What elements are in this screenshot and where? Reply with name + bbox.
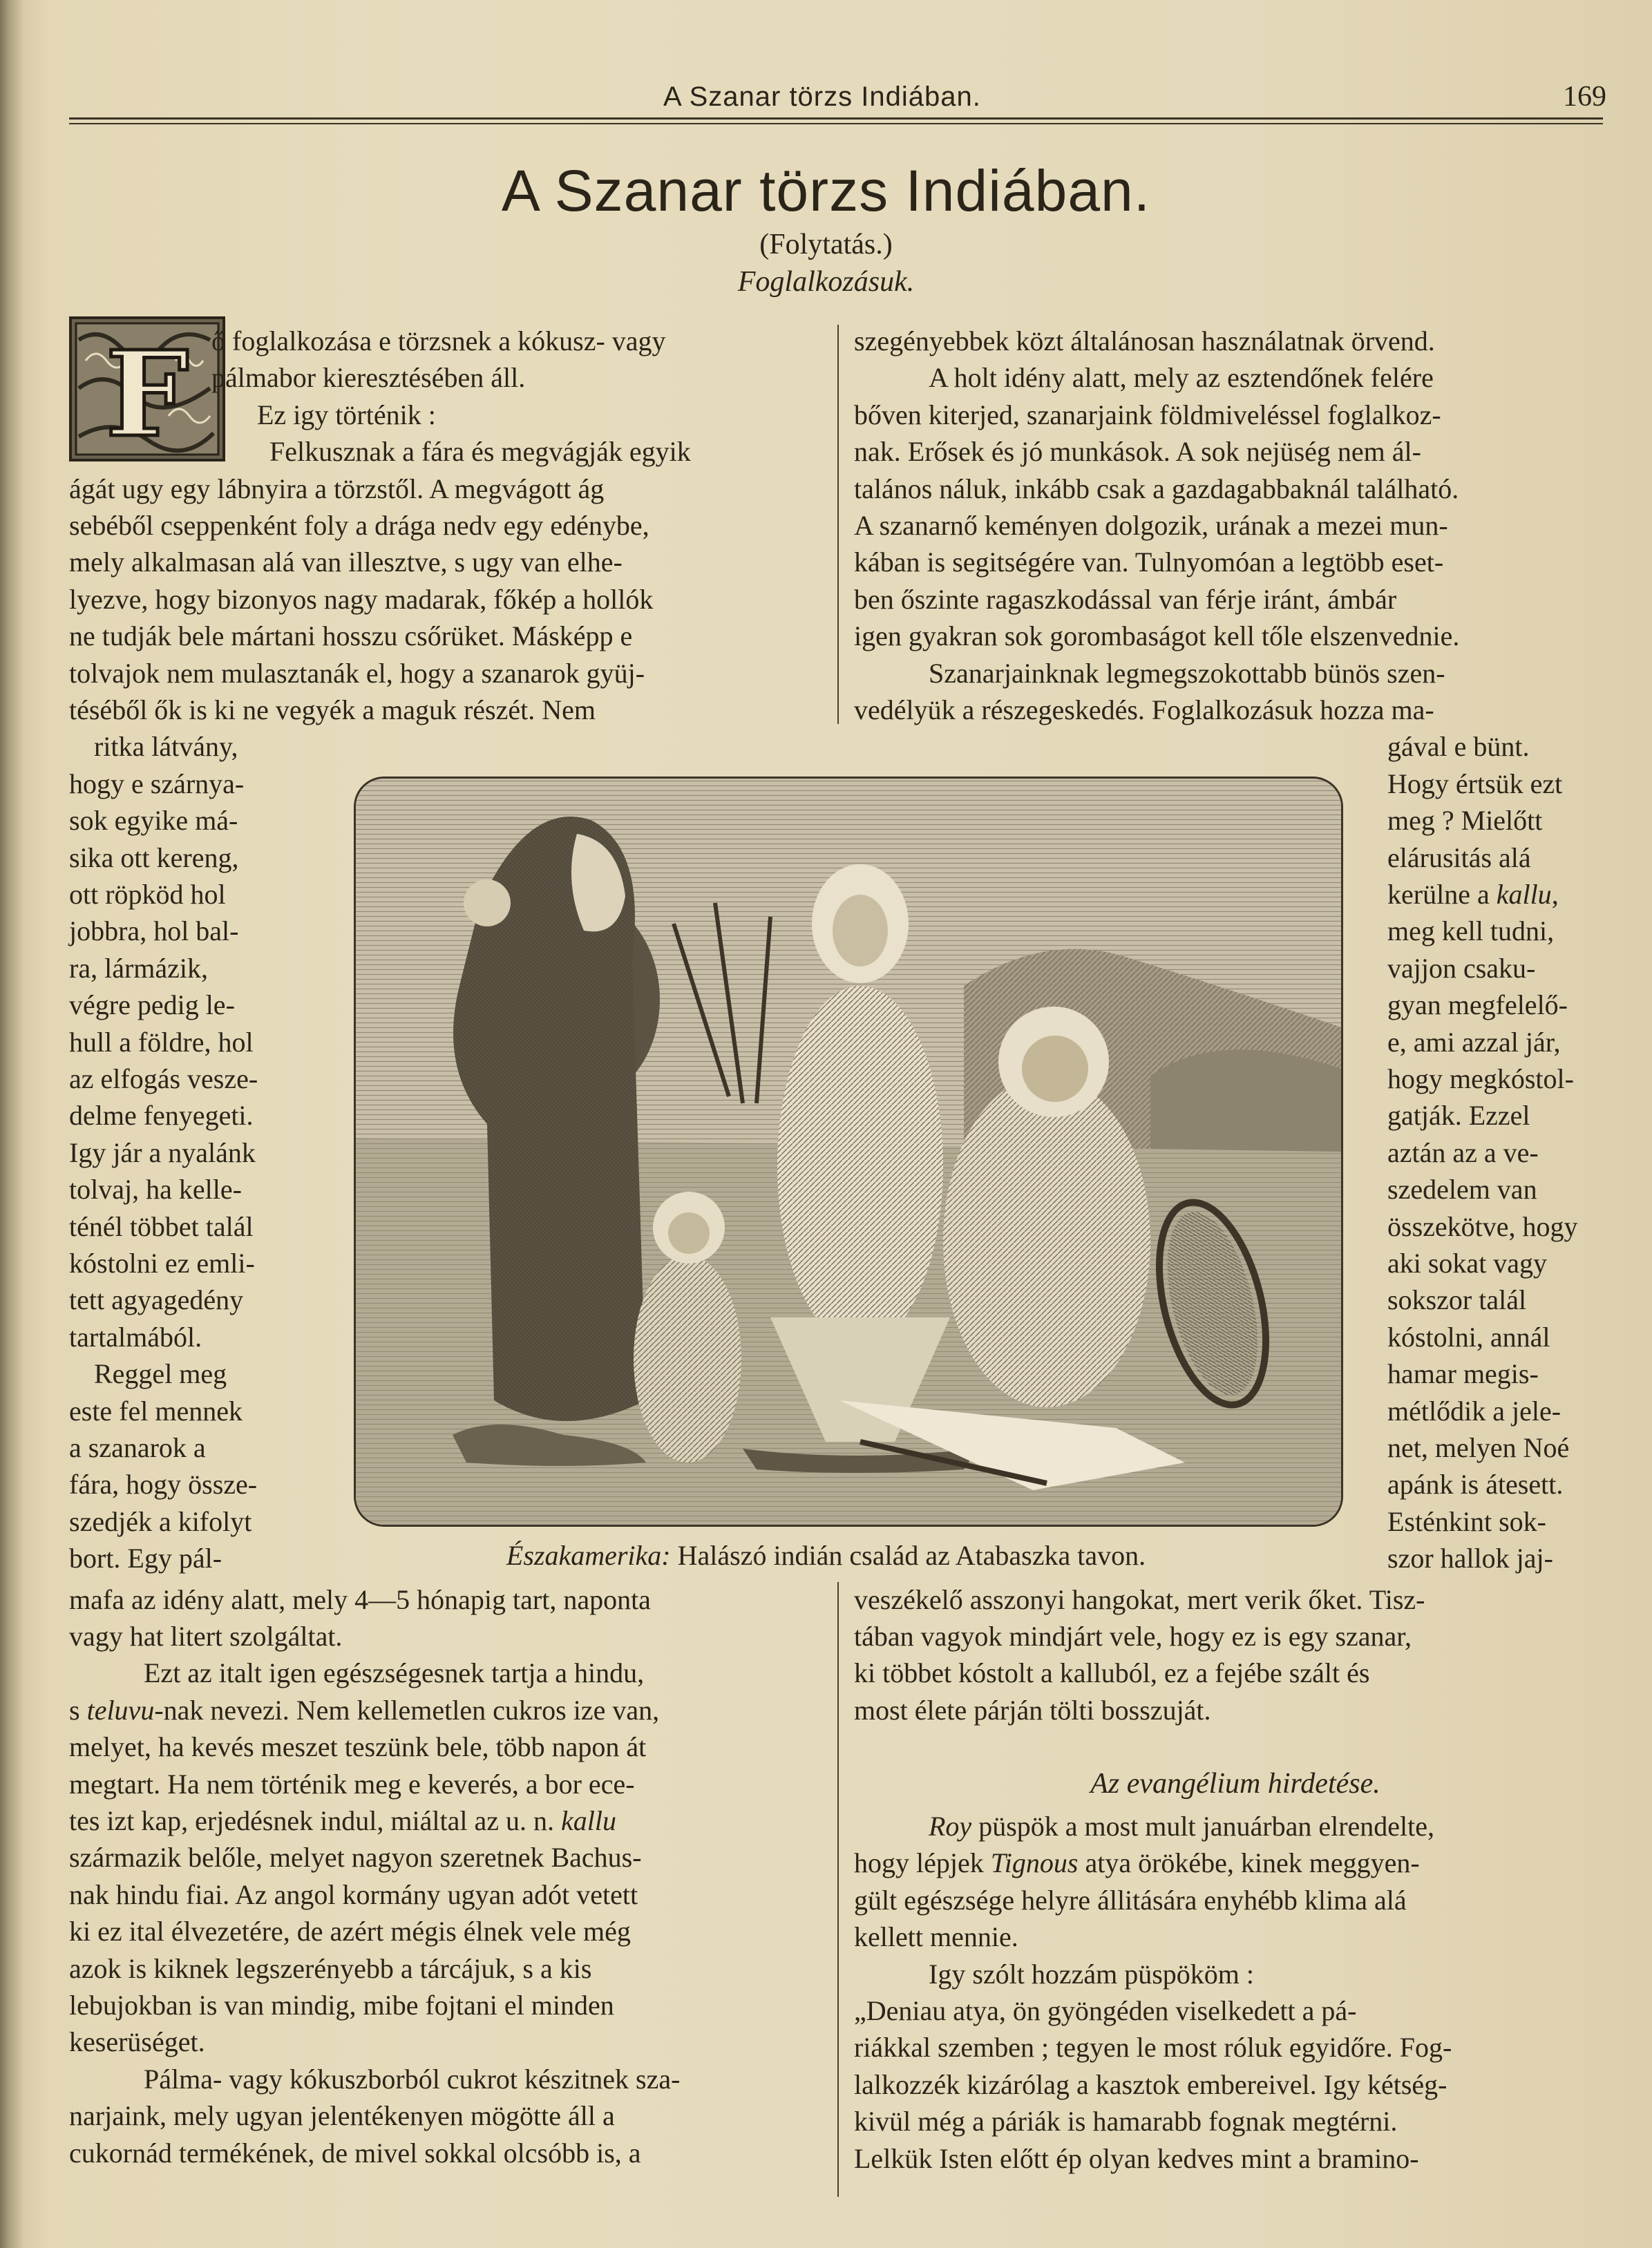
right-column-line: aki sokat vagy [1387,1248,1548,1279]
left-column-line: pálmabor kieresztésében áll. [211,362,526,394]
right-column-line: elárusitás alá [1387,841,1531,873]
header-rule-bottom [69,123,1603,124]
right-column-line: net, melyen Noé [1387,1432,1570,1463]
left-column-line: keserüséget. [69,2026,205,2058]
caption-text: Halászó indián család az Atabaszka tavon. [677,1540,1146,1571]
left-column-line: származik belőle, melyet nagyon szeretnek Bachus- [69,1842,642,1874]
right-column-line: kivül még a páriák is hamarabb fognak megtérni. [854,2106,1398,2137]
left-column-line: ő foglalkozása e törzsnek a kókusz- vagy [211,325,666,356]
left-column-line: Pálma- vagy kókuszborból cukrot készitnek sza- [144,2063,681,2095]
right-column-line: métlődik a jele- [1387,1395,1561,1427]
right-column-line: gült egészsége helyre állitására enyhébb klima alá [854,1884,1407,1916]
drop-cap-letter: F [105,325,189,459]
column-rule-top [837,325,839,724]
left-column-line: ne tudják bele mártani hosszu csőrüket. Másképp e [69,620,633,652]
left-column-line: Igy jár a nyalánk [69,1136,256,1168]
left-column-line: ki ez ital élvezetére, de azért mégis élnek vele még [69,1916,631,1947]
right-column-line: most élete párján tölti bosszuját. [854,1694,1211,1726]
right-column-line: vajjon csaku- [1387,952,1536,984]
left-column-line: narjaink, mely ugyan jelentékenyen mögötte áll a [69,2100,615,2132]
left-column-line: sok egyike má- [69,805,238,837]
right-column-line: kerülne a kallu, [1387,879,1559,910]
right-column-line: ben őszinte ragaszkodással van férje iránt, ámbár [854,583,1397,615]
left-column-line: tett agyagedény [69,1284,244,1316]
left-column-line: Felkusznak a fára és megvágják egyik [269,436,691,468]
right-column-line: igen gyakran sok gorombaságot kell tőle elszenvednie. [854,620,1460,652]
right-column-line: gyan megfelelő- [1387,989,1568,1021]
right-column-line: hamar megis- [1387,1358,1539,1390]
left-column-line: szedjék a kifolyt [69,1505,252,1537]
left-column-line: Reggel meg [94,1358,227,1390]
right-column-line: sokszor talál [1387,1284,1527,1316]
right-column-line: tában vagyok mindjárt vele, hogy ez is egy szanar, [854,1621,1412,1652]
left-column-line: bort. Egy pál- [69,1543,222,1574]
right-column-line: szegényebbek közt általánosan használatnak örvend. [854,325,1435,356]
left-column-line: mafa az idény alatt, mely 4—5 hónapig tart, naponta [69,1583,651,1615]
left-column-line: delme fenyegeti. [69,1100,254,1132]
drop-cap [69,316,225,461]
left-column-line: s teluvu-nak nevezi. Nem kellemetlen cukros ize van, [69,1694,660,1726]
left-column-line: Ez igy történik : [257,399,436,430]
right-column-line: aztán az a ve- [1387,1136,1539,1168]
left-column-line: azok is kiknek legszerényebb a tárcájuk, s a kis [69,1952,592,1984]
left-column-line: tolvaj, ha kelle- [69,1174,242,1206]
right-column-line: riákkal szemben ; tegyen le most róluk egyidőre. Fog- [854,2032,1452,2064]
right-column-line: nak. Erősek és jó munkások. A sok nejüség nem ál- [854,436,1421,468]
left-column-line: ténél többet talál [69,1210,254,1242]
left-column-line: este fel mennek [69,1395,243,1427]
right-column-line: A szanarnő keményen dolgozik, urának a mezei mun- [854,510,1448,541]
left-column-line: téséből ők is ki ne vegyék a maguk részét. Nem [69,694,596,725]
right-column-line: Hogy értsük ezt [1387,768,1563,799]
right-column-line: vedélyük a részegeskedés. Foglalkozásuk hozza ma- [854,694,1434,725]
left-column-line: tes izt kap, erjedésnek indul, miáltal az u. n. kallu [69,1805,616,1836]
right-column-line: szedelem van [1387,1174,1537,1206]
right-column-line: Igy szólt hozzám püspököm : [929,1958,1255,1990]
left-column-line: jobbra, hol bal- [69,915,239,947]
right-column-line: hogy lépjek Tignous atya örökébe, kinek meggyen- [854,1847,1420,1879]
left-column-line: hogy e szárnya- [69,768,245,799]
right-column-line: apánk is átesett. [1387,1469,1564,1501]
left-column-line: sebéből cseppenként foly a drága nedv egy edénybe, [69,510,649,541]
left-column-line: lebujokban is van mindig, mibe fojtani el minden [69,1990,614,2021]
left-column-line: vagy hat litert szolgáltat. [69,1621,343,1652]
left-column-line: tartalmából. [69,1321,202,1353]
left-column-line: ágát ugy egy lábnyira a törzstől. A megvágott ág [69,473,605,504]
left-column-line: melyet, ha kevés meszet teszünk bele, több napon át [69,1731,647,1763]
left-column-line: sika ott kereng, [69,841,239,873]
left-column-line: fára, hogy össze- [69,1469,258,1501]
right-column-line: Esténkint sok- [1387,1505,1546,1537]
right-column-line: veszékelő asszonyi hangokat, mert verik őket. Tisz- [854,1583,1425,1615]
right-column-line: meg kell tudni, [1387,915,1555,947]
right-column-line: A holt idény alatt, mely az esztendőnek felére [929,362,1434,394]
right-column-line: Szanarjainknak legmegszokottabb bünös szen- [929,657,1445,689]
right-column-line: meg ? Mielőtt [1387,805,1543,837]
left-column-line: kóstolni ez emli- [69,1248,255,1279]
section-heading: Foglalkozásuk. [737,266,915,298]
left-column-line: ott röpköd hol [69,879,226,910]
right-column-line: kellett mennie. [854,1921,1018,1953]
right-column-line: Roy püspök a most mult januárban elrendelte, [929,1811,1435,1842]
column-rule-bottom [837,1582,839,2197]
left-column-line: lyezve, hogy bizonyos nagy madarak, főkép a hollók [69,583,654,615]
right-column-line: bőven kiterjed, szanarjaink földmiveléssel foglalkoz- [854,399,1441,430]
right-column-line: kóstolni, annál [1387,1321,1550,1353]
left-column-line: mely alkalmasan alá van illesztve, s ugy van elhe- [69,546,623,578]
header-rule-top [69,117,1603,120]
left-column-line: ra, lármázik, [69,952,208,984]
left-column-line: hull a földre, hol [69,1026,254,1058]
left-column-line: végre pedig le- [69,989,235,1021]
right-column-line: szor hallok jaj- [1387,1543,1553,1574]
engraving-image [356,779,1341,1525]
right-column-line: talános náluk, inkább csak a gazdagabbaknál található. [854,473,1459,504]
right-column-line: „Deniau atya, ön gyöngéden viselkedett a pá- [854,1995,1357,2026]
section-heading-evangelium: Az evangélium hirdetése. [1090,1768,1380,1800]
left-column-line: tolvajok nem mulasztanák el, hogy a szanarok gyüj- [69,657,645,689]
left-column-line: Ezt az italt igen egészségesnek tartja a hindu, [144,1657,645,1689]
engraving-illustration [354,777,1343,1527]
right-column-line: gával e bünt. [1387,731,1530,763]
running-header: A Szanar törzs Indiában. [663,82,981,112]
right-column-line: gatják. Ezzel [1387,1100,1530,1132]
right-column-line: Lelkük Isten előtt ép olyan kedves mint a bramino- [854,2142,1419,2174]
left-column-line: nak hindu fiai. Az angol kormány ugyan adót vetett [69,1878,638,1910]
left-column-line: megtart. Ha nem történik meg e keverés, a bor ece- [69,1768,635,1800]
right-column-line: ki többet kóstolt a kalluból, ez a fejébe szált és [854,1657,1370,1689]
right-column-line: lalkozzék kizárólag a kasztok embereivel. Igy kétség- [854,2068,1447,2100]
left-column-line: a szanarok a [69,1432,206,1463]
right-column-line: e, ami azzal jár, [1387,1026,1561,1058]
page-number: 169 [1563,81,1606,113]
left-column-line: az elfogás vesze- [69,1063,258,1094]
right-column-line: összekötve, hogy [1387,1210,1578,1242]
left-column-line: ritka látvány, [94,731,238,763]
article-subtitle: (Folytatás.) [759,229,893,260]
right-column-line: hogy megkóstol- [1387,1063,1574,1094]
drop-cap-ornament [72,319,222,459]
right-column-line: kában is segitségére van. Tulnyomóan a legtöbb eset- [854,546,1444,578]
article-title: A Szanar törzs Indiában. [501,158,1151,223]
caption-place: Északamerika: [506,1540,671,1571]
left-column-line: cukornád termékének, de mivel sokkal olcsóbb is, a [69,2137,641,2169]
